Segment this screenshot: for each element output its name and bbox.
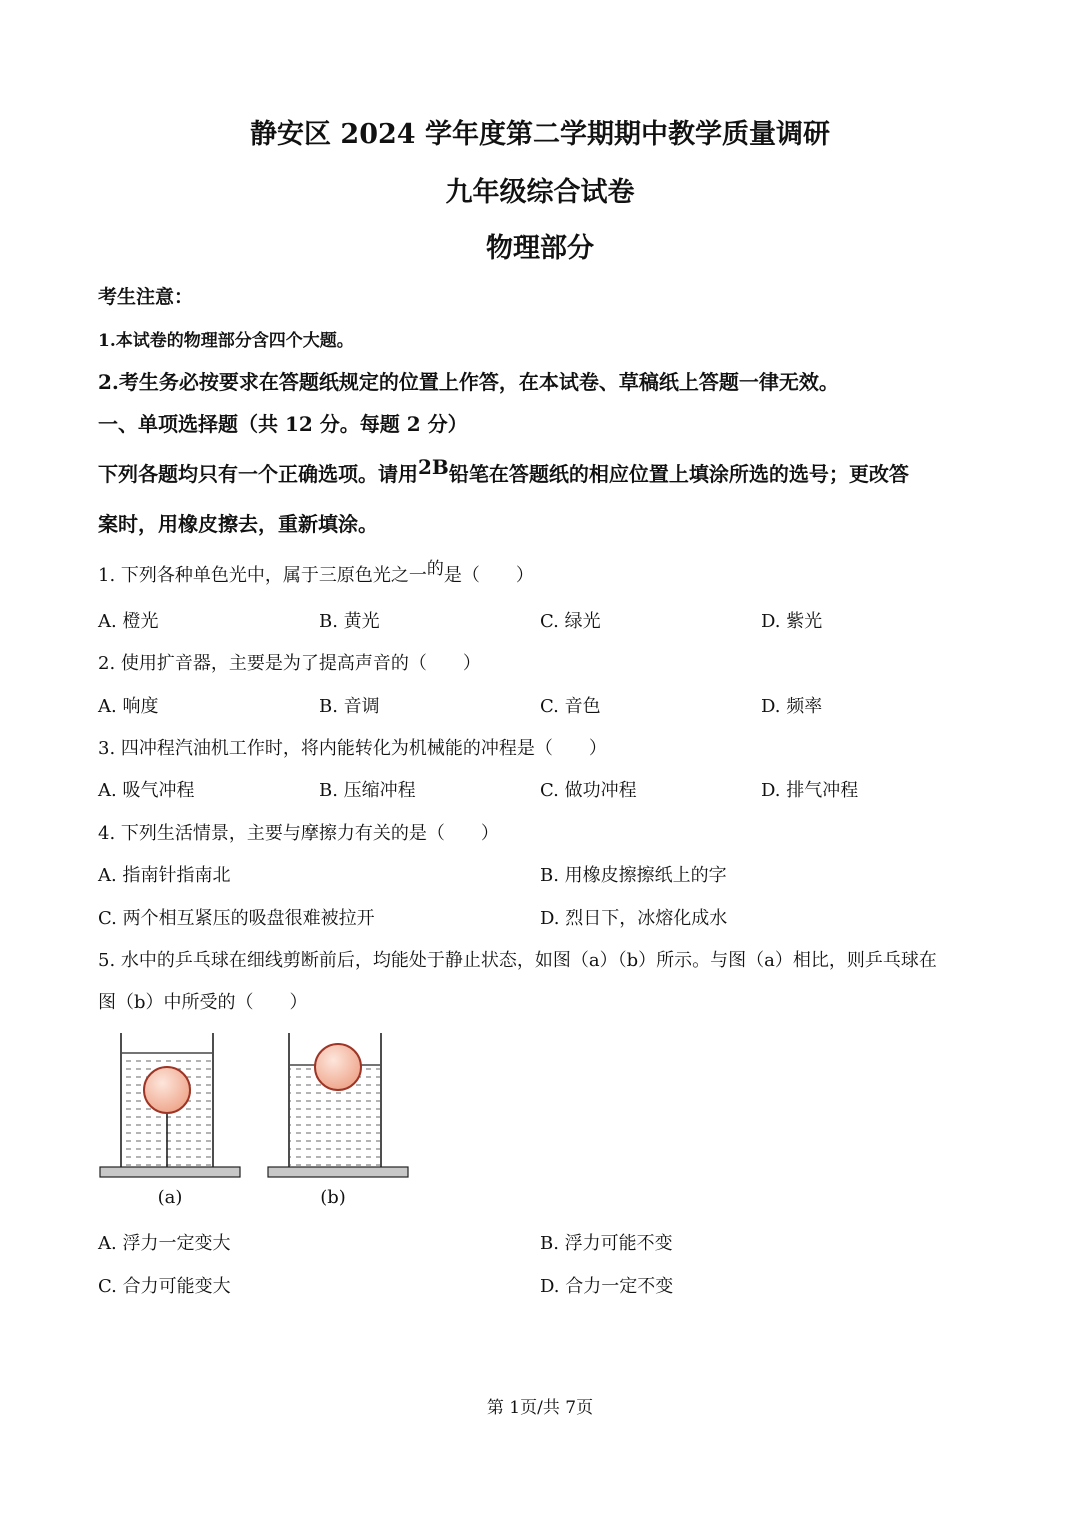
q1-option-a: A. 橙光 <box>98 611 159 632</box>
q2-option-d: D. 频率 <box>761 696 823 717</box>
q2-option-b: B. 音调 <box>319 696 380 717</box>
section-title: 物理部分 <box>486 233 594 264</box>
q3-option-c: C. 做功冲程 <box>540 780 637 801</box>
q5-option-c: C. 合力可能变大 <box>98 1276 231 1297</box>
figure-b <box>268 1033 408 1208</box>
q4-option-d: D. 烈日下，冰熔化成水 <box>540 908 728 929</box>
instr-part-b: 铅笔在答题纸的相应位置上填涂所选的选号；更改答 <box>448 462 909 486</box>
exam-subtitle: 九年级综合试卷 <box>445 177 635 208</box>
instr-pencil: 2B <box>418 455 449 479</box>
q2-option-a: A. 响度 <box>98 696 159 717</box>
instr-part-a: 下列各题均只有一个正确选项。请用 <box>98 462 418 486</box>
base-b <box>268 1167 408 1177</box>
q3-option-b: B. 压缩冲程 <box>319 780 416 801</box>
q5-stem-line1: 5. 水中的乒乓球在细线剪断前后，均能处于静止状态，如图（a）（b）所示。与图（a）相比，则乒乓球在 <box>98 950 937 971</box>
section1-instruction-line2: 案时，用橡皮擦去，重新填涂。 <box>98 512 378 536</box>
q1-stem-a: 1. 下列各种单色光中，属于三原色光之一 <box>98 565 427 586</box>
q4-option-b: B. 用橡皮擦擦纸上的字 <box>540 865 727 886</box>
q5-option-b: B. 浮力可能不变 <box>540 1233 673 1254</box>
q1-option-d: D. 紫光 <box>761 611 823 632</box>
q3-option-a: A. 吸气冲程 <box>98 780 195 801</box>
q1-stem-sup: 的 <box>426 559 444 579</box>
q1-option-c: C. 绿光 <box>540 611 601 632</box>
q4-stem: 4. 下列生活情景，主要与摩擦力有关的是（ ） <box>98 823 499 844</box>
q4-option-c: C. 两个相互紧压的吸盘很难被拉开 <box>98 908 375 929</box>
q5-option-d: D. 合力一定不变 <box>540 1276 674 1297</box>
section1-heading: 一、单项选择题（共 12 分。每题 2 分） <box>98 412 468 436</box>
q4-option-a: A. 指南针指南北 <box>98 865 231 886</box>
figure-a <box>100 1033 240 1208</box>
q3-option-d: D. 排气冲程 <box>761 780 859 801</box>
notice-heading: 考生注意： <box>98 286 194 308</box>
ball-a <box>144 1067 190 1113</box>
section1-instruction-line1 <box>98 455 909 487</box>
q2-stem: 2. 使用扩音器，主要是为了提高声音的（ ） <box>98 653 481 674</box>
q3-stem: 3. 四冲程汽油机工作时，将内能转化为机械能的冲程是（ ） <box>98 738 607 759</box>
q5-figure <box>95 1025 425 1215</box>
q1-option-b: B. 黄光 <box>319 611 380 632</box>
page-number: 第 1页/共 7页 <box>486 1398 594 1418</box>
q1-stem <box>98 561 534 587</box>
q1-stem-b: 是（ ） <box>443 565 534 586</box>
notice-item-1: 1.本试卷的物理部分含四个大题。 <box>98 331 354 351</box>
q5-option-a: A. 浮力一定变大 <box>98 1233 231 1254</box>
base-a <box>100 1167 240 1177</box>
notice-item-2: 2.考生务必按要求在答题纸规定的位置上作答，在本试卷、草稿纸上答题一律无效。 <box>98 370 839 394</box>
ball-b <box>315 1044 361 1090</box>
q5-stem-line2: 图（b）中所受的（ ） <box>98 992 308 1013</box>
exam-title: 静安区 2024 学年度第二学期期中教学质量调研 <box>250 119 830 150</box>
q2-option-c: C. 音色 <box>540 696 601 717</box>
fig-b-label: (b) <box>320 1187 346 1208</box>
fig-a-label: (a) <box>157 1187 183 1208</box>
